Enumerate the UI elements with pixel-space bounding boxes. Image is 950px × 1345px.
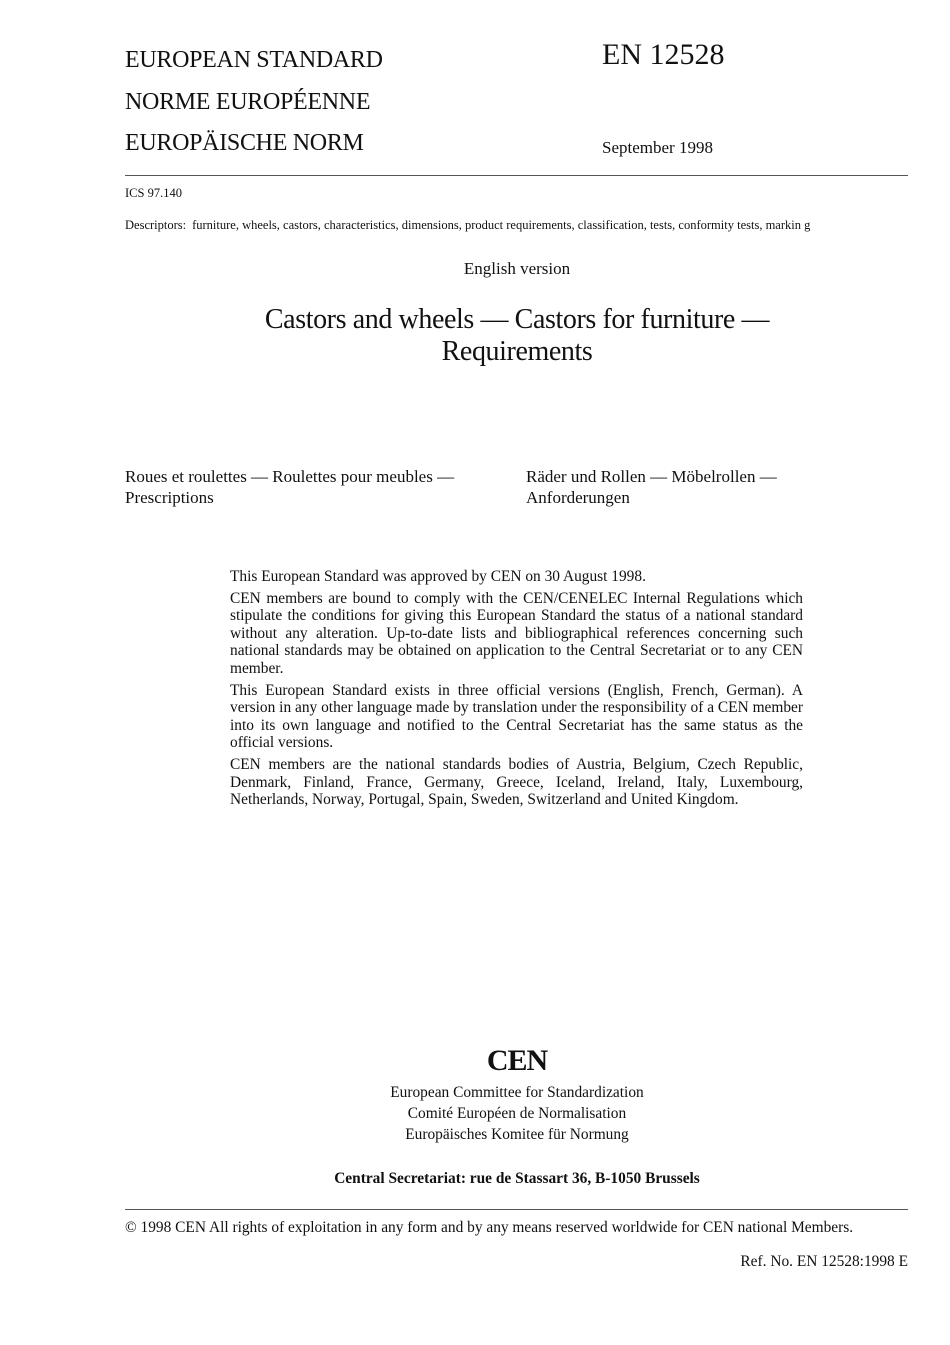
cen-logo: CEN [486,1044,548,1077]
title-line-2: Requirements [441,336,593,367]
copyright-notice: © 1998 CEN All rights of exploitation in any form and by any means reserved worldwide for CEN national Members. [125,1219,854,1236]
organization-name-french: Comité Européen de Normalisation [407,1104,627,1122]
footer-divider [125,1209,908,1210]
french-title-line-2: Prescriptions [125,488,214,507]
body-paragraph: This European Standard exists in three official versions (English, French, German). A version in any other language made by translation under the responsibility of a CEN member into its own language and notified to the Central Secretariat has the same status as the official versions. [230,681,803,752]
descriptors [125,218,915,233]
german-title-line-1: Räder und Rollen — Möbelrollen — [526,467,777,486]
body-paragraph: CEN members are the national standards bodies of Austria, Belgium, Czech Republic, Denmark, Finland, France, Germany, Greece, Iceland, Ireland, Italy, Luxembourg, Netherlands, Norway, Portugal, Spain, Sweden, Switzerland and United Kingdom. [230,755,803,809]
descriptors-text: furniture, wheels, castors, characteristics, dimensions, product requirements, classification, tests, conformity tests, markin g [192,218,811,232]
body-paragraph: This European Standard was approved by CEN on 30 August 1998. [230,568,646,585]
german-title-line-2: Anforderungen [526,488,630,507]
body-paragraph: CEN members are bound to comply with the CEN/CENELEC Internal Regulations which stipulate the conditions for giving this European Standard the status of a national standard without any alteration. Up-to-date lists and bibliographical references concerning such national standards may be obtained on application to the Central Secretariat or to any CEN member. [230,589,803,677]
descriptors-label: Descriptors: [125,218,187,232]
publication-date: September 1998 [602,138,713,157]
document-title [200,304,834,368]
organization-names [0,1083,950,1145]
standard-type-german: EUROPÄISCHE NORM [125,130,364,156]
approval-text [230,568,803,813]
standard-type-french: NORME EUROPÉENNE [125,89,371,115]
ics-code: ICS 97.140 [125,186,182,200]
secretariat-address: Central Secretariat: rue de Stassart 36, B-1050 Brussels [334,1170,700,1187]
standard-number: EN 12528 [602,38,725,71]
reference-number: Ref. No. EN 12528:1998 E [740,1253,908,1270]
french-title [125,466,505,508]
standard-type-english: EUROPEAN STANDARD [125,47,383,73]
organization-name-english: European Committee for Standardization [390,1084,644,1101]
header-divider [125,175,908,176]
title-line-1: Castors and wheels — Castors for furniture — [264,304,770,335]
language-version: English version [463,259,571,278]
german-title [526,466,906,508]
organization-name-german: Europäisches Komitee für Normung [405,1125,629,1143]
french-title-line-1: Roues et roulettes — Roulettes pour meubles — [125,467,455,486]
